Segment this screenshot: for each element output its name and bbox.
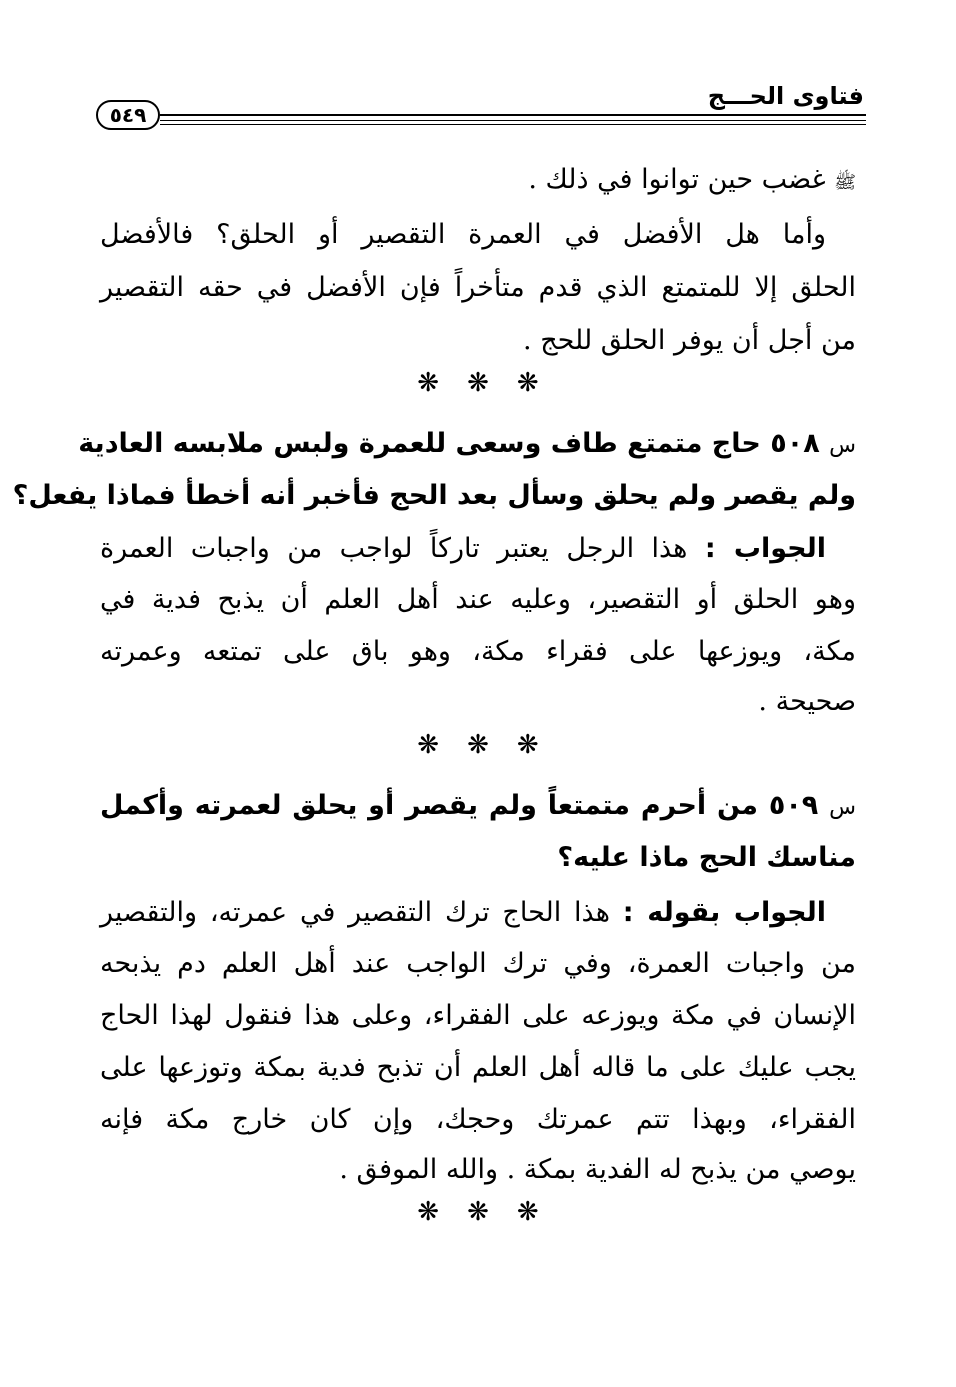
star-ornament: ❋ (516, 368, 539, 398)
header-rule (160, 120, 866, 121)
question-number: ٥٠٩ (768, 790, 819, 821)
star-ornament: ❋ (467, 368, 489, 398)
star-ornament: ❋ (417, 1197, 440, 1227)
question-text: من أحرم متمتعاً ولم يقصر أو يحلق لعمرته وأكمل (100, 790, 758, 821)
star-ornament: ❋ (516, 1197, 539, 1227)
answer-line: وهو الحلق أو التقصير، وعليه عند أهل العلم أن يذبح فدية في (100, 584, 856, 615)
answer-text: هذا الحاج ترك التقصير في عمرته، والتقصير (100, 897, 610, 928)
header-rule (160, 114, 866, 116)
answer-line: من واجبات العمرة، وفي ترك الواجب عند أهل العلم دم يذبحه (100, 948, 856, 979)
question-marker: س (829, 433, 856, 458)
running-header-title: فتاوى الحـــج (707, 82, 864, 110)
question-number: ٥٠٨ (770, 428, 820, 459)
question-line (100, 786, 856, 830)
answer-line: الإنسان في مكة ويوزعه على الفقراء، وعلى هذا فنقول لهذا الحاج (100, 1000, 856, 1031)
header-rule (160, 124, 866, 125)
answer-line (100, 893, 826, 937)
question-line (78, 424, 856, 468)
answer-line: يوصي من يذبح له الفدية بمكة . والله الموفق . (339, 1154, 856, 1185)
body-line-text: غضب حين توانوا في ذلك . (528, 164, 826, 195)
question-line: مناسك الحج ماذا عليه؟ (557, 842, 856, 873)
star-ornament: ❋ (467, 1197, 489, 1227)
answer-line (100, 529, 826, 573)
body-line (100, 160, 856, 204)
star-ornament: ❋ (417, 368, 440, 398)
answer-line: صحيحة . (758, 686, 856, 717)
answer-line: يجب عليك على ما قاله أهل العلم أن تذبح فدية بمكة وتوزعها على (100, 1052, 856, 1083)
question-text: حاج متمتع طاف وسعى للعمرة ولبس ملابسه العادية (78, 428, 761, 459)
question-marker: س (829, 795, 856, 820)
answer-text: هذا الرجل يعتبر تاركاً لواجب من واجبات العمرة (100, 533, 688, 564)
section-divider (0, 1197, 956, 1227)
answer-line: الفقراء، وبهذا تتم عمرتك وحجك، وإن كان خارج مكة فإنه (100, 1104, 856, 1135)
star-ornament: ❋ (516, 730, 539, 760)
answer-line: مكة، ويوزعها على فقراء مكة، وهو باق على تمتعه وعمرته (100, 636, 856, 667)
honorific-glyph: ﷺ (834, 172, 856, 193)
star-ornament: ❋ (417, 730, 440, 760)
page-number: ٥٤٩ (96, 100, 160, 130)
body-line: وأما هل الأفضل في العمرة التقصير أو الحلق؟ فالأفضل (100, 219, 826, 250)
section-divider (0, 368, 956, 398)
body-line: الحلق إلا للمتمتع الذي قدم متأخراً فإن الأفضل في حقه التقصير (100, 272, 856, 303)
body-line: من أجل أن يوفر الحلق للحج . (523, 325, 856, 356)
question-line: ولم يقصر ولم يحلق وسأل بعد الحج فأخبر أنه أخطأ فماذا يفعل؟ (12, 480, 856, 511)
star-ornament: ❋ (467, 730, 489, 760)
answer-label: الجواب بقوله : (622, 897, 826, 928)
answer-label: الجواب : (704, 533, 826, 564)
section-divider (0, 730, 956, 760)
